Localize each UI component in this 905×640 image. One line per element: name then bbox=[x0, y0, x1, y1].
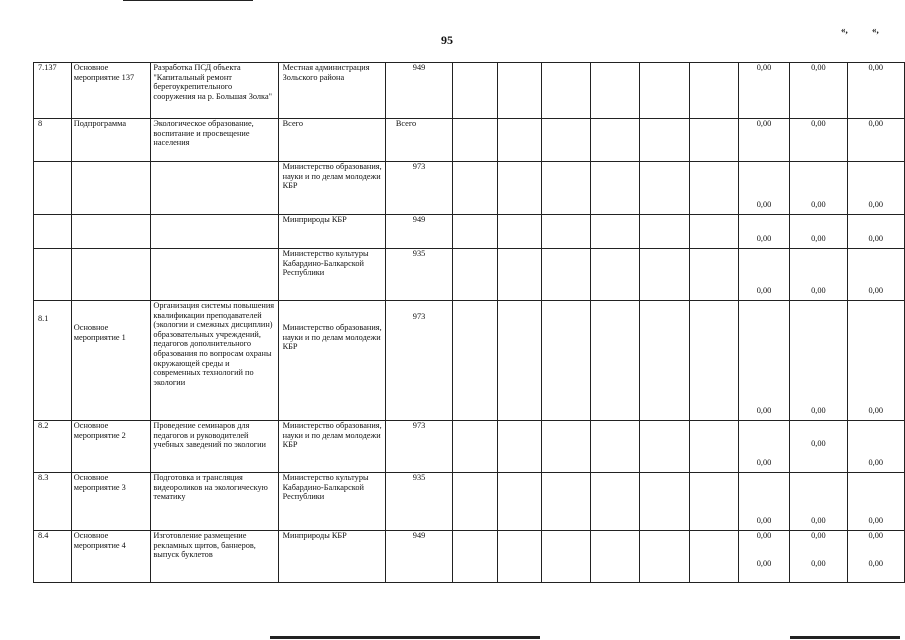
amount-upper: 0,00 bbox=[811, 531, 826, 540]
cell-amount: 0,00 bbox=[790, 301, 847, 421]
cell-grbs: 935 bbox=[385, 473, 452, 531]
cell-amount: 0,00 bbox=[738, 215, 789, 249]
cell-amount: 0,00 bbox=[847, 473, 904, 531]
cell-empty bbox=[640, 473, 689, 531]
amount-upper: 0,00 bbox=[868, 531, 884, 540]
cell-empty bbox=[689, 421, 738, 473]
cell-name: Подготовка и трансляция видеороликов на экологическую тематику bbox=[151, 473, 278, 531]
cell-grbs: 949 bbox=[385, 63, 452, 119]
cell-empty bbox=[541, 162, 590, 215]
cell-amount: 0,00 bbox=[790, 63, 847, 119]
cell-empty bbox=[591, 119, 640, 162]
cell-code: 8.3 bbox=[34, 473, 72, 531]
table-row bbox=[34, 215, 905, 249]
cell-amount: 0,00 bbox=[738, 473, 789, 531]
cell-name bbox=[151, 162, 278, 215]
cell-empty bbox=[497, 119, 541, 162]
cell-amount bbox=[790, 531, 847, 583]
cell-code: 8.1 bbox=[34, 301, 72, 421]
cell-amount: 0,00 bbox=[738, 119, 789, 162]
cell-amount bbox=[738, 531, 789, 583]
cell-empty bbox=[541, 473, 590, 531]
cell-empty bbox=[497, 215, 541, 249]
cell-empty bbox=[453, 63, 497, 119]
table-row bbox=[34, 162, 905, 215]
table-row bbox=[34, 119, 905, 162]
cell-empty bbox=[591, 301, 640, 421]
cell-empty bbox=[453, 301, 497, 421]
table-row bbox=[34, 473, 905, 531]
cell-status bbox=[71, 162, 151, 215]
cell-status bbox=[71, 249, 151, 301]
cell-executor: Министерство образования, науки и по делам молодежи КБР bbox=[278, 162, 385, 215]
cell-empty bbox=[689, 215, 738, 249]
cell-empty bbox=[497, 473, 541, 531]
cell-empty bbox=[453, 162, 497, 215]
cell-empty bbox=[591, 421, 640, 473]
cell-name: Разработка ПСД объекта "Капитальный ремонт берегоукрепительного сооружения на р. Большая Золка" bbox=[151, 63, 278, 119]
table-row bbox=[34, 531, 905, 583]
cell-executor: Министерство образования, науки и по делам молодежи КБР bbox=[278, 301, 385, 421]
cell-amount: 0,00 bbox=[738, 301, 789, 421]
cell-empty bbox=[497, 531, 541, 583]
cell-executor: Министерство образования, науки и по делам молодежи КБР bbox=[278, 421, 385, 473]
cell-empty bbox=[591, 249, 640, 301]
cell-empty bbox=[541, 249, 590, 301]
cell-empty bbox=[591, 531, 640, 583]
cell-grbs: 935 bbox=[385, 249, 452, 301]
cell-empty bbox=[453, 473, 497, 531]
cell-empty bbox=[689, 249, 738, 301]
cell-status: Основное мероприятие 1 bbox=[71, 301, 151, 421]
cell-name: Организация системы повышения квалификации преподавателей (экологии и смежных дисциплин) образовательных учреждений, педагогов дополнительного образования по вопросам охраны окружающей среды и современных технологий по экологии bbox=[151, 301, 278, 421]
cell-executor: Всего bbox=[278, 119, 385, 162]
cell-executor: Министерство культуры Кабардино-Балкарской Республики bbox=[278, 473, 385, 531]
cell-empty bbox=[497, 63, 541, 119]
cell-status: Основное мероприятие 2 bbox=[71, 421, 151, 473]
cell-empty bbox=[541, 531, 590, 583]
cell-empty bbox=[453, 215, 497, 249]
cell-empty bbox=[689, 301, 738, 421]
cell-empty bbox=[640, 63, 689, 119]
cell-empty bbox=[689, 119, 738, 162]
cell-empty bbox=[497, 421, 541, 473]
cell-empty bbox=[591, 215, 640, 249]
cell-amount: 0,00 bbox=[847, 63, 904, 119]
amount-lower: 0,00 bbox=[811, 558, 826, 568]
cell-grbs: 973 bbox=[385, 301, 452, 421]
cell-amount: 0,00 bbox=[847, 119, 904, 162]
bottom-rule bbox=[790, 636, 900, 639]
cell-grbs: 973 bbox=[385, 162, 452, 215]
cell-empty bbox=[689, 531, 738, 583]
cell-code: 7.137 bbox=[34, 63, 72, 119]
cell-amount: 0,00 bbox=[847, 215, 904, 249]
cell-amount: 0,00 bbox=[790, 473, 847, 531]
cell-amount bbox=[847, 531, 904, 583]
cell-code bbox=[34, 162, 72, 215]
cell-status: Основное мероприятие 3 bbox=[71, 473, 151, 531]
cell-empty bbox=[640, 215, 689, 249]
bottom-rule bbox=[270, 636, 540, 639]
cell-name: Экологическое образование, воспитание и просвещение населения bbox=[151, 119, 278, 162]
cell-executor: Министерство культуры Кабардино-Балкарской Республики bbox=[278, 249, 385, 301]
cell-empty bbox=[497, 249, 541, 301]
cell-empty bbox=[640, 531, 689, 583]
cell-executor: Минприроды КБР bbox=[278, 531, 385, 583]
cell-empty bbox=[453, 531, 497, 583]
cell-name: Проведение семинаров для педагогов и руководителей учебных заведений по экологии bbox=[151, 421, 278, 473]
cell-amount: 0,00 bbox=[790, 119, 847, 162]
cell-empty bbox=[640, 301, 689, 421]
cell-name: Изготовление размещение рекламных щитов, баннеров, выпуск буклетов bbox=[151, 531, 278, 583]
amount-lower: 0,00 bbox=[756, 558, 772, 568]
cell-code: 8.2 bbox=[34, 421, 72, 473]
cell-name bbox=[151, 215, 278, 249]
cell-amount: 0,00 bbox=[738, 63, 789, 119]
cell-grbs: 973 bbox=[385, 421, 452, 473]
cell-status: Основное мероприятие 137 bbox=[71, 63, 151, 119]
cell-empty bbox=[541, 301, 590, 421]
cell-grbs: 949 bbox=[385, 215, 452, 249]
cell-code bbox=[34, 249, 72, 301]
cell-amount: 0,00 bbox=[738, 249, 789, 301]
cell-empty bbox=[591, 63, 640, 119]
cell-code: 8 bbox=[34, 119, 72, 162]
cell-empty bbox=[640, 119, 689, 162]
cell-grbs: 949 bbox=[385, 531, 452, 583]
cell-status: Подпрограмма bbox=[71, 119, 151, 162]
budget-table bbox=[33, 62, 905, 583]
cell-executor: Местная администрация Зольского района bbox=[278, 63, 385, 119]
cell-name bbox=[151, 249, 278, 301]
cell-amount: 0,00 bbox=[738, 162, 789, 215]
cell-code bbox=[34, 215, 72, 249]
top-rule bbox=[123, 0, 253, 1]
cell-empty bbox=[640, 249, 689, 301]
cell-status bbox=[71, 215, 151, 249]
cell-empty bbox=[689, 473, 738, 531]
cell-empty bbox=[541, 119, 590, 162]
corner-mark: «, bbox=[841, 25, 848, 35]
cell-amount: 0,00 bbox=[790, 249, 847, 301]
cell-status: Основное мероприятие 4 bbox=[71, 531, 151, 583]
cell-amount: 0,00 bbox=[790, 421, 847, 473]
cell-empty bbox=[497, 162, 541, 215]
page-number: 95 bbox=[441, 33, 453, 47]
cell-amount: 0,00 bbox=[847, 249, 904, 301]
cell-amount: 0,00 bbox=[847, 162, 904, 215]
cell-amount: 0,00 bbox=[790, 162, 847, 215]
table-row bbox=[34, 63, 905, 119]
cell-executor: Минприроды КБР bbox=[278, 215, 385, 249]
amount-lower: 0,00 bbox=[868, 558, 884, 568]
cell-amount: 0,00 bbox=[790, 215, 847, 249]
table-row bbox=[34, 301, 905, 421]
cell-grbs: Всего bbox=[385, 119, 452, 162]
cell-empty bbox=[497, 301, 541, 421]
cell-empty bbox=[453, 249, 497, 301]
cell-empty bbox=[689, 63, 738, 119]
cell-empty bbox=[541, 63, 590, 119]
cell-empty bbox=[689, 162, 738, 215]
cell-amount: 0,00 bbox=[738, 421, 789, 473]
cell-amount: 0,00 bbox=[847, 421, 904, 473]
corner-mark: «, bbox=[872, 25, 879, 35]
cell-empty bbox=[640, 421, 689, 473]
cell-code: 8.4 bbox=[34, 531, 72, 583]
cell-empty bbox=[453, 119, 497, 162]
cell-amount: 0,00 bbox=[847, 301, 904, 421]
table-row bbox=[34, 249, 905, 301]
cell-empty bbox=[591, 473, 640, 531]
cell-empty bbox=[541, 215, 590, 249]
cell-empty bbox=[541, 421, 590, 473]
cell-empty bbox=[640, 162, 689, 215]
cell-empty bbox=[591, 162, 640, 215]
table-row bbox=[34, 421, 905, 473]
cell-empty bbox=[453, 421, 497, 473]
amount-upper: 0,00 bbox=[756, 531, 772, 540]
